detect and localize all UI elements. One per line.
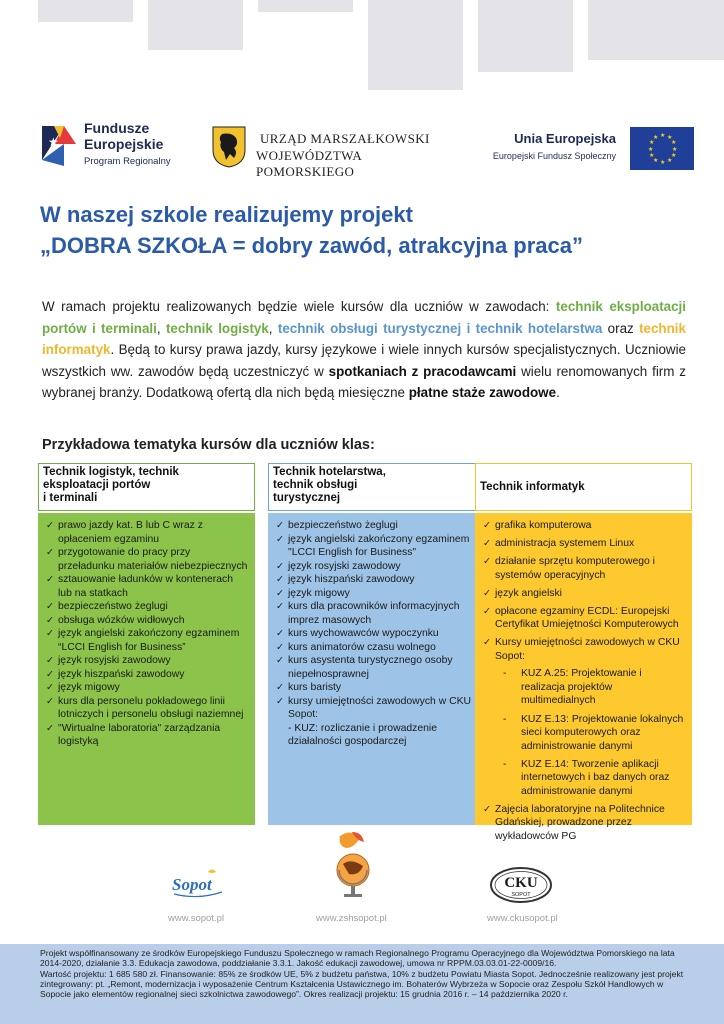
cku-logo [489, 866, 553, 904]
list-item: ✓ Zajęcia laboratoryjne na Politechnice Gdańskiej, prowadzone przez wykładowców PG [481, 803, 686, 844]
urzad-marszalkowski-logo [212, 126, 462, 179]
list-item: ✓ język hiszpański zawodowy [274, 573, 479, 587]
list-item: ✓ kurs asystenta turystycznego osoby niepełnosprawnej [274, 654, 479, 681]
column-hotelarstwo [268, 463, 485, 825]
intro-highlight-staze: płatne staże zawodowe [408, 385, 557, 400]
svg-text:★: ★ [667, 157, 673, 164]
link-zshsopot[interactable]: www.zshsopot.pl [316, 913, 387, 924]
sub-list-item: - KUZ A.25: Projektowanie i realizacja projektów multimedialnych [495, 667, 686, 708]
list-item: ✓ język migowy [44, 681, 249, 695]
intro-highlight-informatyk: technik informatyk [42, 320, 686, 357]
svg-text:★: ★ [649, 152, 655, 159]
intro-highlight-logistyk: technik logistyk [165, 320, 269, 336]
ue-line1: Unia Europejska [514, 131, 616, 146]
intro-text: wielu renomowanych firm z wybranej branży. Dodatkową ofertą dla nich będą miesięczne [42, 363, 686, 400]
fundusze-europejskie-logo [40, 118, 190, 173]
um-line1: URZĄD MARSZAŁKOWSKI [260, 131, 430, 146]
svg-text:★: ★ [48, 135, 59, 149]
title-line2: „DOBRA SZKOŁA = dobry zawód, atrakcyjna praca” [40, 233, 583, 258]
intro-text: . [556, 385, 560, 400]
intro-highlight-spotkania: spotkaniach z pracodawcami [328, 363, 517, 379]
intro-text: , [156, 320, 166, 336]
column-body [268, 513, 485, 825]
list-item: ✓ język rosyjski zawodowy [44, 654, 249, 668]
svg-text:★: ★ [648, 146, 654, 153]
column-header [38, 463, 255, 511]
svg-text:★: ★ [671, 152, 677, 159]
fe-line2: Europejskie [84, 136, 164, 152]
intro-text: , [268, 320, 278, 336]
course-list [44, 519, 249, 749]
list-item: ✓ język hiszpański zawodowy [44, 668, 249, 682]
sub-list [495, 667, 686, 798]
page-title [40, 199, 700, 261]
column-header-line: Technik logistyk, technik [43, 466, 179, 478]
column-header [475, 463, 692, 511]
intro-highlight-turystyka: technik obsługi turystycznej i technik hotelarstwa [277, 320, 603, 336]
list-item: ✓ bezpieczeństwo żeglugi [44, 600, 249, 614]
griffin-crest-icon [212, 126, 246, 168]
eu-flag-icon [630, 127, 694, 170]
list-item: ✓ kurs baristy [274, 681, 479, 695]
list-item: ✓ język angielski [481, 587, 686, 601]
list-item: ✓ język angielski zakończony egzaminem "LCCI English for Business" [274, 533, 479, 560]
column-logistyk [38, 463, 255, 825]
column-header-line: eksploatacji portów [43, 479, 151, 491]
sub-list-item: - KUZ E.13: Projektowanie lokalnych sieci komputerowych oraz administrowanie danymi [495, 713, 686, 754]
svg-text:★: ★ [660, 159, 666, 166]
list-item: ✓ grafika komputerowa [481, 519, 686, 533]
svg-text:★: ★ [653, 157, 659, 164]
list-item: ✓ kurs wychowawców wypoczynku [274, 627, 479, 641]
footer-funding-info [0, 944, 724, 1024]
sopot-logo [168, 866, 228, 900]
list-item: ✓ opłacone egzaminy ECDL: Europejski Certyfikat Umiejętności Komputerowych [481, 605, 686, 632]
list-item: ✓ przygotowanie do pracy przy przeładunku materiałów niebezpiecznych [44, 546, 249, 573]
list-item: ✓ bezpieczeństwo żeglugi [274, 519, 479, 533]
course-list [481, 519, 686, 843]
intro-text: . Będą to kursy prawa jazdy, kursy językowe i wiele innych kursów specjalistycznych. Uczniowie wszystkich ww. zawodów będą uczestniczyć w [42, 342, 686, 379]
section-subtitle: Przykładowa tematyka kursów dla uczniów klas: [42, 437, 375, 453]
list-item: ✓ sztauowanie ładunków w kontenerach lub na statkach [44, 573, 249, 600]
list-extra: - KUZ: rozliczanie i prowadzenie działalności gospodarczej [288, 722, 437, 747]
cku-logo-text: CKU [504, 875, 538, 891]
list-item: ✓ język migowy [274, 587, 479, 601]
svg-text:★: ★ [653, 134, 659, 141]
svg-text:★: ★ [660, 132, 666, 139]
column-header-line: Technik hotelarstwa, [273, 466, 386, 478]
column-header [268, 463, 485, 511]
intro-paragraph [42, 296, 686, 404]
list-item: ✓ kurs dla pracowników informacyjnych imprez masowych [274, 600, 479, 627]
list-item [481, 636, 686, 798]
course-list [274, 519, 479, 722]
column-header-line: technik obsługi [273, 479, 358, 491]
cku-logo-subtext: SOPOT [511, 892, 531, 898]
column-header-line: turystycznej [273, 492, 341, 504]
list-item: ✓ język rosyjski zawodowy [274, 560, 479, 574]
svg-text:★: ★ [671, 139, 677, 146]
ue-line2: Europejski Fundusz Społeczny [492, 151, 616, 161]
zsh-globe-logo [330, 830, 376, 902]
um-line2: WOJEWÓDZTWA POMORSKIEGO [256, 148, 362, 179]
fe-flag-icon [40, 120, 78, 168]
list-item: ✓ kurs animatorów czasu wolnego [274, 641, 479, 655]
list-item: ✓ język angielski zakończony egzaminem “LCCI English for Business” [44, 627, 249, 654]
unia-europejska-logo [484, 127, 694, 171]
column-informatyk [475, 463, 692, 842]
list-item: ✓ kurs dla personelu pokładowego linii lotniczych i personelu obsługi naziemnej [44, 695, 249, 722]
column-body [475, 513, 692, 842]
column-header-line: Technik informatyk [480, 480, 585, 493]
svg-text:★: ★ [667, 134, 673, 141]
intro-text: oraz [602, 320, 640, 336]
fe-line3: Program Regionalny [84, 156, 171, 167]
top-decorative-bars [0, 0, 724, 90]
column-header-line: i terminali [43, 492, 98, 504]
link-ckusopot[interactable]: www.ckusopot.pl [487, 913, 558, 924]
list-item: ✓ administracja systemem Linux [481, 537, 686, 551]
fe-line1: Fundusze [84, 120, 150, 136]
svg-text:★: ★ [649, 139, 655, 146]
svg-text:★: ★ [672, 146, 678, 153]
list-item: ✓ prawo jazdy kat. B lub C wraz z opłaceniem egzaminu [44, 519, 249, 546]
list-item: ✓ działanie sprzętu komputerowego i systemów operacyjnych [481, 555, 686, 582]
intro-highlight-ports: technik eksploatacji portów i terminali [42, 299, 686, 336]
list-item: ✓ kursy umiejętności zawodowych w CKU Sopot: [274, 695, 479, 722]
footer-paragraph: Wartość projektu: 1 685 580 zł. Finansowanie: 85% ze środków UE, 5% z budżetu państwa, 10% z budżetu Powiatu Miasta Sopot. Jednocześnie realizowany jest projekt zintegrowany: pt. „Remont, modernizacja i wyposażenie Centrum Kształcenia Ustawicznego im. Bohaterów Wybrzeża w Sopocie oraz Zespołu Szkół Handlowych w Sopocie jako elementów regionalnej sieci szkolnictwa zawodowego”. Okres realizacji projektu: 15 grudnia 2016 r. – 14 października 2020 r. [40, 968, 684, 1000]
intro-text: W ramach projektu realizowanych będzie wiele kursów dla uczniów w zawodach: [42, 299, 556, 314]
list-item: ✓ obsługa wózków widłowych [44, 614, 249, 628]
column-body [38, 513, 255, 825]
link-sopot[interactable]: www.sopot.pl [168, 913, 224, 924]
list-item-text: Kursy umiejętności zawodowych w CKU Sopot: [495, 637, 680, 662]
footer-paragraph: Projekt współfinansowany ze środków Europejskiego Funduszu Społecznego w ramach Regionalnego Programu Operacyjnego dla Województwa Pomorskiego na lata 2014-2020, działanie 3.3. Edukacja zawodowa, poddziałanie 3.3.1. Jakość edukacji zawodowej, umowa nr RPPM.03.03.01-22-0009/16. [40, 948, 675, 969]
list-item: ✓ "Wirtualne laboratoria" zarządzania logistyką [44, 722, 249, 749]
title-line1: W naszej szkole realizujemy projekt [40, 202, 413, 227]
sub-list-item: - KUZ E.14: Tworzenie aplikacji internetowych i baz danych oraz administrowanie danymi [495, 758, 686, 799]
sopot-logo-text: Sopot [172, 875, 212, 894]
